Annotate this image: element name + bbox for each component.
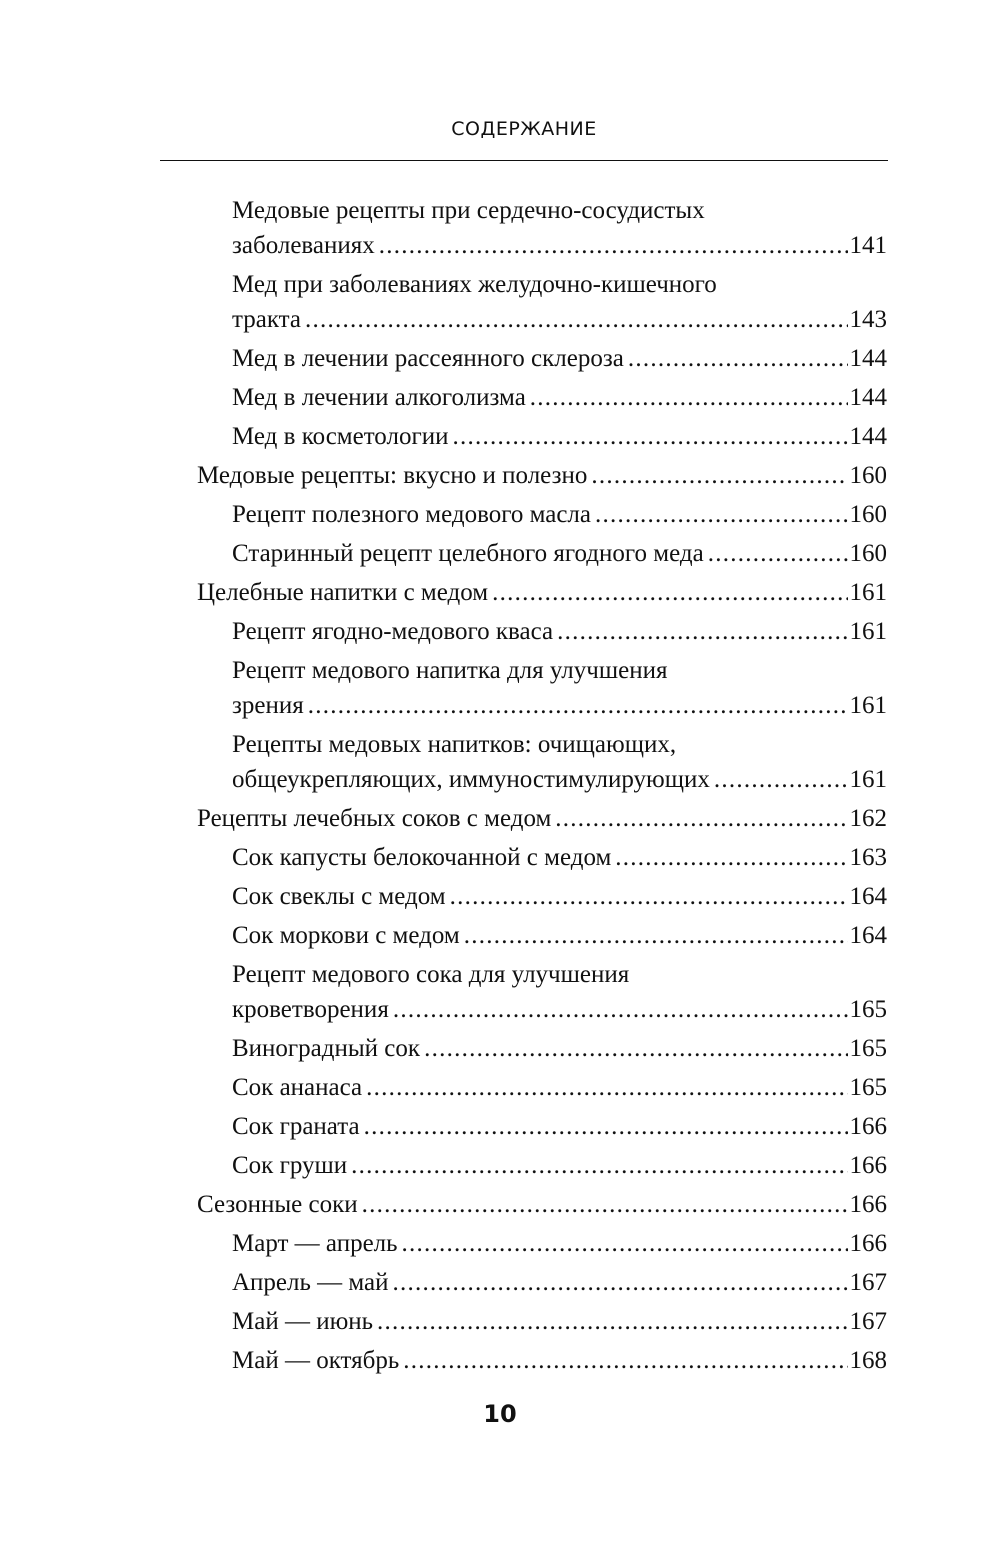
toc-entry-title: Сок ананаса xyxy=(232,1074,363,1101)
toc-entry-page: 160 xyxy=(849,501,887,528)
toc-entry-title: Целебные напитки с медом xyxy=(197,579,489,606)
toc-entry-title-line: Мед при заболеваниях желудочно-кишечного xyxy=(232,271,717,298)
dot-leader xyxy=(557,614,847,649)
toc-entry-title-line: Рецепты медовых напитков: очищающих, xyxy=(232,731,677,758)
toc-entry-line xyxy=(232,536,887,571)
toc-entry xyxy=(197,1304,887,1339)
dot-leader xyxy=(377,1304,847,1339)
toc-entry-title: Май — июнь xyxy=(232,1308,374,1335)
toc-entry xyxy=(197,1226,887,1261)
toc-entry xyxy=(197,341,887,376)
toc-entry-line xyxy=(232,341,887,376)
toc-entry-line xyxy=(232,688,887,723)
dot-leader xyxy=(615,840,847,875)
toc-entry xyxy=(197,458,887,493)
toc-entry xyxy=(197,1148,887,1183)
toc-entry-title: Рецепт ягодно-медового кваса xyxy=(232,618,554,645)
dot-leader xyxy=(379,228,848,263)
toc-entry-line xyxy=(232,1109,887,1144)
toc-entry-line xyxy=(232,879,887,914)
toc-entry-line xyxy=(232,497,887,532)
toc-entry-page: 144 xyxy=(849,384,887,411)
toc-entry xyxy=(197,918,887,953)
toc-entry xyxy=(197,727,887,797)
dot-leader xyxy=(452,419,847,454)
dot-leader xyxy=(403,1343,847,1378)
dot-leader xyxy=(555,801,847,836)
toc-entry-title: Сезонные соки xyxy=(197,1191,358,1218)
toc-entry-line xyxy=(197,801,887,836)
toc-entry xyxy=(197,419,887,454)
table-of-contents xyxy=(197,193,887,1382)
toc-entry-page: 162 xyxy=(849,805,887,832)
toc-entry-title: тракта xyxy=(232,306,301,333)
dot-leader xyxy=(714,762,848,797)
dot-leader xyxy=(402,1226,848,1261)
toc-entry-line xyxy=(232,419,887,454)
toc-entry-page: 165 xyxy=(849,1074,887,1101)
toc-entry-title: Май — октябрь xyxy=(232,1347,400,1374)
dot-leader xyxy=(362,1187,848,1222)
dot-leader xyxy=(364,1109,848,1144)
toc-entry-title: Мед в лечении рассеянного склероза xyxy=(232,345,624,372)
toc-entry-line xyxy=(232,1265,887,1300)
toc-entry-title: Рецепты лечебных соков с медом xyxy=(197,805,552,832)
toc-entry-title: Медовые рецепты: вкусно и полезно xyxy=(197,462,588,489)
toc-entry-title: Виноградный сок xyxy=(232,1035,421,1062)
toc-entry xyxy=(197,653,887,723)
toc-entry-page: 141 xyxy=(849,232,887,259)
dot-leader xyxy=(464,918,848,953)
toc-entry-page: 166 xyxy=(849,1230,887,1257)
toc-entry-page: 165 xyxy=(849,996,887,1023)
toc-entry-line xyxy=(232,1148,887,1183)
toc-entry-line xyxy=(232,1031,887,1066)
toc-entry-line xyxy=(232,1226,887,1261)
toc-entry-title: заболеваниях xyxy=(232,232,375,259)
toc-entry-line xyxy=(232,1070,887,1105)
dot-leader xyxy=(492,575,847,610)
toc-entry-title: кроветворения xyxy=(232,996,389,1023)
toc-entry xyxy=(197,267,887,337)
toc-entry-line xyxy=(232,918,887,953)
toc-entry xyxy=(197,1070,887,1105)
toc-entry-page: 165 xyxy=(849,1035,887,1062)
toc-entry-page: 160 xyxy=(849,540,887,567)
toc-entry-line xyxy=(197,1187,887,1222)
toc-entry-title: Сок капусты белокочанной с медом xyxy=(232,844,612,871)
toc-entry-page: 168 xyxy=(849,1347,887,1374)
dot-leader xyxy=(424,1031,847,1066)
toc-entry-title: зрения xyxy=(232,692,304,719)
toc-entry xyxy=(197,1187,887,1222)
toc-entry-page: 144 xyxy=(849,345,887,372)
toc-entry-page: 167 xyxy=(849,1308,887,1335)
toc-entry xyxy=(197,879,887,914)
toc-entry xyxy=(197,957,887,1027)
page-number: 10 xyxy=(483,1400,517,1428)
toc-entry-page: 161 xyxy=(849,618,887,645)
toc-entry xyxy=(197,1265,887,1300)
toc-entry-line xyxy=(232,1304,887,1339)
toc-entry-title: Сок моркови с медом xyxy=(232,922,460,949)
toc-entry xyxy=(197,1343,887,1378)
toc-entry xyxy=(197,497,887,532)
toc-entry-page: 164 xyxy=(849,922,887,949)
toc-entry xyxy=(197,1031,887,1066)
toc-entry-line xyxy=(197,575,887,610)
toc-entry-line xyxy=(197,458,887,493)
toc-entry xyxy=(197,840,887,875)
toc-entry-title: Сок свеклы с медом xyxy=(232,883,446,910)
header-rule xyxy=(160,160,888,161)
toc-entry-title: Сок груши xyxy=(232,1152,348,1179)
toc-entry-line xyxy=(232,614,887,649)
toc-entry-title: Рецепт полезного медового масла xyxy=(232,501,591,528)
dot-leader xyxy=(305,302,848,337)
toc-entry-title-line: Рецепт медового напитка для улучшения xyxy=(232,657,668,684)
toc-entry-title-line: Рецепт медового сока для улучшения xyxy=(232,961,630,988)
toc-entry xyxy=(197,536,887,571)
toc-entry-title-line: Медовые рецепты при сердечно-сосудистых xyxy=(232,197,705,224)
toc-entry-line xyxy=(232,840,887,875)
toc-entry xyxy=(197,801,887,836)
dot-leader xyxy=(366,1070,847,1105)
toc-entry-page: 166 xyxy=(849,1191,887,1218)
toc-entry-line xyxy=(232,380,887,415)
toc-entry-title: Старинный рецепт целебного ягодного меда xyxy=(232,540,704,567)
toc-entry-title: Сок граната xyxy=(232,1113,360,1140)
toc-entry-line xyxy=(232,762,887,797)
toc-entry xyxy=(197,193,887,263)
dot-leader xyxy=(450,879,848,914)
dot-leader xyxy=(595,497,848,532)
toc-entry-page: 163 xyxy=(849,844,887,871)
toc-entry-title: Март — апрель xyxy=(232,1230,398,1257)
toc-entry-line xyxy=(232,302,887,337)
toc-entry-page: 166 xyxy=(849,1113,887,1140)
dot-leader xyxy=(351,1148,847,1183)
dot-leader xyxy=(393,992,848,1027)
toc-entry-page: 160 xyxy=(849,462,887,489)
dot-leader xyxy=(628,341,848,376)
dot-leader xyxy=(393,1265,848,1300)
toc-entry-page: 143 xyxy=(849,306,887,333)
dot-leader xyxy=(708,536,848,571)
dot-leader xyxy=(530,380,848,415)
toc-entry-page: 164 xyxy=(849,883,887,910)
dot-leader xyxy=(591,458,847,493)
toc-entry-page: 161 xyxy=(849,766,887,793)
toc-entry-line xyxy=(232,228,887,263)
toc-entry-page: 161 xyxy=(849,579,887,606)
toc-entry-page: 144 xyxy=(849,423,887,450)
toc-entry xyxy=(197,1109,887,1144)
toc-entry xyxy=(197,614,887,649)
toc-entry-title: Апрель — май xyxy=(232,1269,389,1296)
toc-entry-line xyxy=(232,992,887,1027)
toc-entry xyxy=(197,380,887,415)
toc-entry-title: Мед в косметологии xyxy=(232,423,449,450)
toc-entry-title: Мед в лечении алкоголизма xyxy=(232,384,526,411)
toc-entry-line xyxy=(232,1343,887,1378)
dot-leader xyxy=(308,688,848,723)
toc-entry xyxy=(197,575,887,610)
toc-entry-page: 161 xyxy=(849,692,887,719)
running-title: СОДЕРЖАНИЕ xyxy=(451,118,597,140)
toc-entry-title: общеукрепляющих, иммуностимулирующих xyxy=(232,766,710,793)
toc-entry-page: 166 xyxy=(849,1152,887,1179)
toc-entry-page: 167 xyxy=(849,1269,887,1296)
